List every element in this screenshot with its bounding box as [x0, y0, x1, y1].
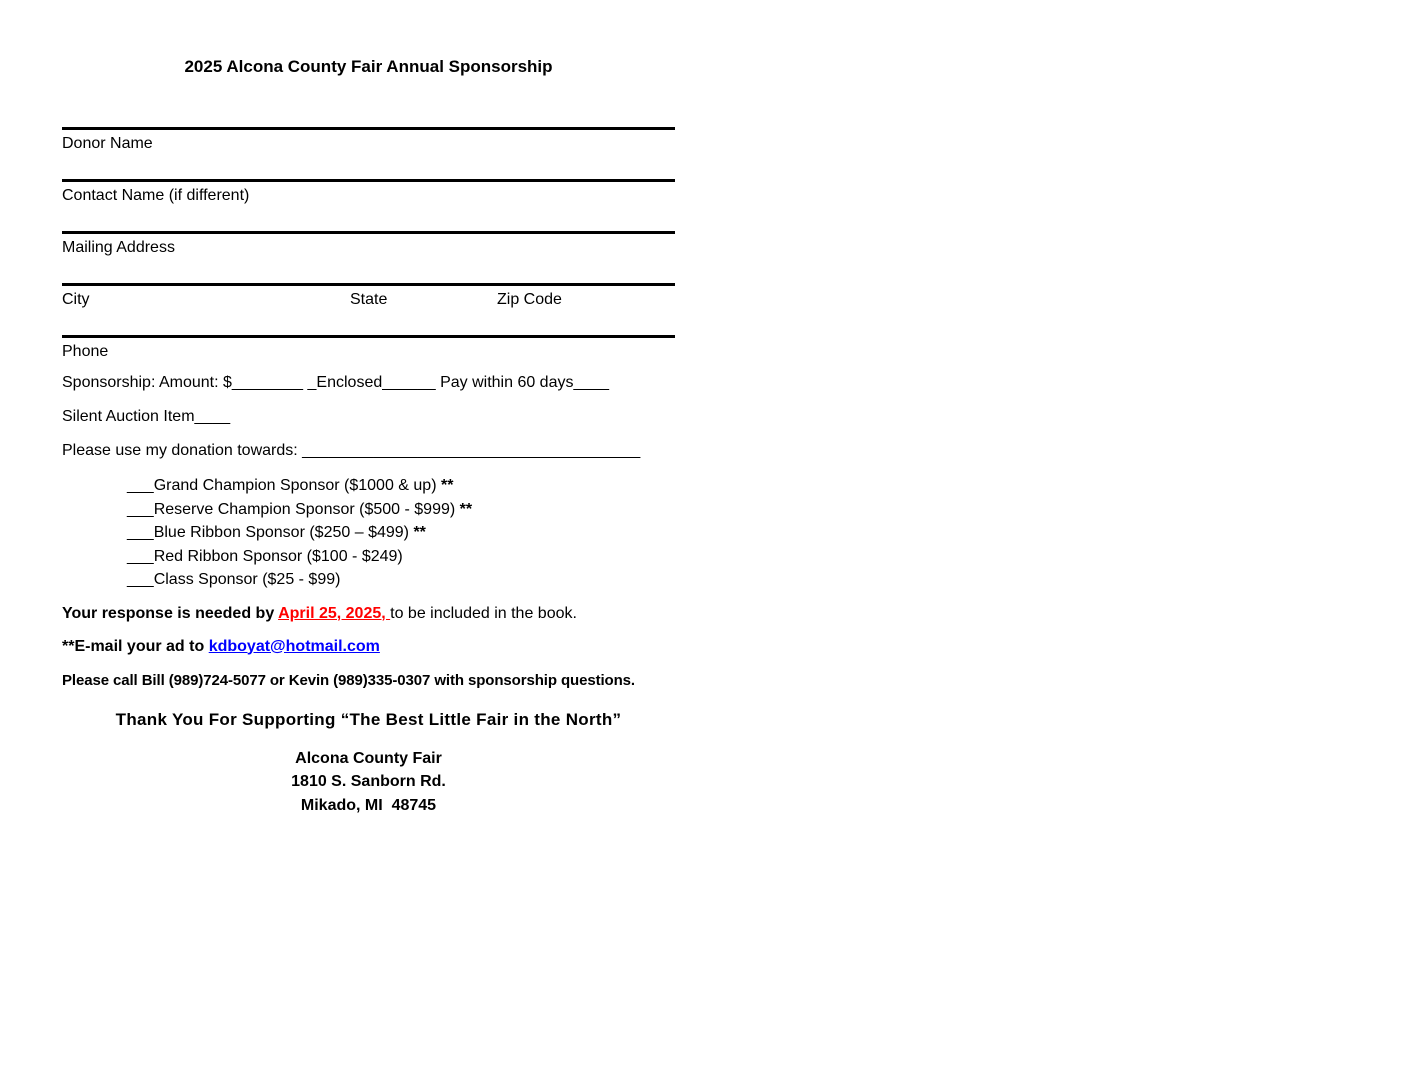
thank-you-line: Thank You For Supporting “The Best Little Fair in the North”: [115, 709, 622, 729]
sponsor-option-reserve-champion: [127, 498, 675, 522]
mailing-address-label: Mailing Address: [62, 239, 175, 256]
address-city-state-zip: Mikado, MI 48745: [300, 796, 437, 814]
sponsor-option-stars: **: [459, 500, 473, 518]
sponsor-option-text: ___Reserve Champion Sponsor ($500 - $999): [127, 500, 460, 518]
address-name: Alcona County Fair: [295, 749, 442, 767]
contact-name-field: [62, 179, 675, 231]
fair-address-block: [62, 747, 675, 818]
contact-info-fields: [62, 127, 675, 361]
sponsor-level-list: [127, 474, 675, 592]
due-date-text: April 25, 2025,: [278, 604, 391, 622]
zip-code-label: Zip Code: [497, 291, 562, 308]
sponsorship-amount-line: Sponsorship: Amount: $________ _Enclosed______ Pay within 60 days____: [62, 374, 610, 391]
state-label: State: [350, 291, 388, 308]
city-state-zip-field: [62, 283, 675, 335]
sponsorship-form: [62, 0, 675, 817]
donor-name-label: Donor Name: [62, 135, 153, 152]
response-lead-text: Your response is needed by: [62, 604, 279, 622]
phone-label: Phone: [62, 343, 109, 360]
sponsor-option-stars: **: [413, 524, 426, 541]
phone-contact-line: Please call Bill (989)724-5077 or Kevin (989)335-0307 with sponsorship questions.: [62, 671, 635, 689]
email-ad-line: [62, 638, 675, 656]
sponsor-option-class: [127, 568, 675, 592]
sponsor-option-text: ___Grand Champion Sponsor ($1000 & up): [127, 477, 441, 494]
contact-name-label: Contact Name (if different): [62, 187, 250, 204]
mailing-address-field: [62, 231, 675, 283]
sponsor-option-text: ___Red Ribbon Sponsor ($100 - $249): [127, 547, 403, 565]
email-lead-text: **E-mail your ad to: [62, 637, 209, 655]
sponsor-option-text: ___Class Sponsor ($25 - $99): [127, 571, 341, 588]
phone-field: [62, 335, 675, 361]
sponsor-option-text: ___Blue Ribbon Sponsor ($250 – $499): [127, 524, 414, 541]
email-link[interactable]: kdboyat@hotmail.com: [208, 637, 380, 655]
response-deadline-line: [62, 605, 675, 623]
sponsor-option-grand-champion: [127, 474, 675, 498]
silent-auction-line: Silent Auction Item____: [62, 408, 231, 425]
donor-name-field: [62, 127, 675, 179]
city-label: City: [62, 291, 90, 308]
sponsor-option-stars: **: [440, 477, 454, 494]
address-street: 1810 S. Sanborn Rd.: [291, 773, 446, 790]
sponsor-option-red-ribbon: [127, 545, 675, 569]
response-rest-text: to be included in the book.: [390, 604, 577, 622]
sponsor-option-blue-ribbon: [127, 521, 675, 545]
donation-towards-line: Please use my donation towards: ______________________________________: [62, 442, 641, 459]
page-title: 2025 Alcona County Fair Annual Sponsorship: [184, 57, 553, 76]
